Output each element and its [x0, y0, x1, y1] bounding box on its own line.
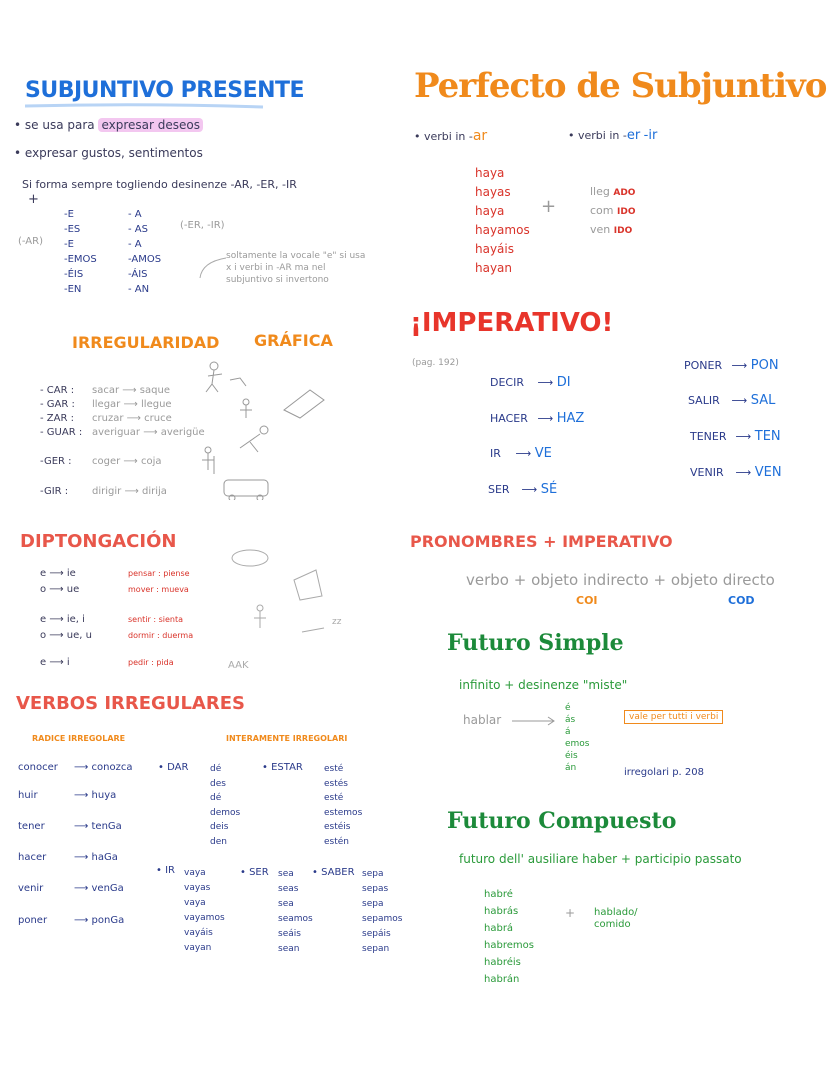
ending-item: -ÁIS [128, 269, 148, 280]
perfecto-plus: + [541, 196, 557, 217]
ending-item: -E [64, 239, 74, 250]
interamente-subtitle: INTERAMENTE IRREGOLARI [226, 734, 348, 743]
ir-list: vaya vayas vaya vayamos vayáis vayan [184, 868, 225, 953]
habre-list: habré habrás habrá habremos habréis habrán [484, 889, 534, 985]
verbos-irregulares-title: VERBOS IRREGULARES [16, 693, 245, 714]
futuro-compuesto-plus: + [565, 906, 576, 920]
radice-row: hacer ⟶ haGa [18, 852, 118, 863]
ser-label: • SER [240, 867, 269, 878]
bullet-gustos: • expresar gustos, sentimentos [14, 146, 203, 160]
coi-label: COI [576, 594, 598, 607]
ending-item: -E [64, 209, 74, 220]
dip-row: e ⟶ i pedir : pida [40, 657, 174, 668]
doodle-diptongacion [220, 540, 360, 680]
radice-row: huir ⟶ huya [18, 790, 117, 801]
bullet-deseos [14, 118, 203, 132]
dar-list: dé des dé demos deis den [210, 764, 241, 847]
saber-label: • SABER [312, 867, 355, 878]
futuro-simple-formula: infinito + desinenze "miste" [459, 678, 628, 692]
radice-row: poner ⟶ ponGa [18, 915, 125, 926]
radice-subtitle: RADICE IRREGOLARE [32, 734, 126, 743]
pronombres-formula: verbo + objeto indirecto + objeto directo [466, 571, 775, 589]
futuro-simple-title: Futuro Simple [447, 630, 624, 656]
irreg-grafica-rows [40, 384, 205, 440]
plus-sign: + [28, 192, 39, 207]
irreg-row: - ZAR : cruzar ⟶ cruce [40, 413, 172, 424]
irreg-row: - GUAR : averiguar ⟶ averigüe [40, 427, 205, 438]
radice-row: tener ⟶ tenGa [18, 821, 122, 832]
subjuntivo-presente-title: SUBJUNTIVO PRESENTE [25, 78, 305, 103]
pronombres-title: PRONOMBRES + IMPERATIVO [410, 532, 673, 551]
ending-item: -EN [64, 284, 82, 295]
dar-label: • DAR [158, 762, 189, 773]
ending-item: - A [128, 209, 142, 220]
futuro-endings: é ás á emos éis án [565, 703, 590, 773]
cod-label: COD [728, 594, 755, 607]
estar-label: • ESTAR [262, 762, 303, 773]
imp-row: DECIR ⟶ DI [490, 375, 571, 390]
note-vocale: soltamente la vocale "e" si usa x i verbi in -AR ma nel subjuntivo si invertono [226, 251, 366, 285]
ending-item: - A [128, 239, 142, 250]
irreg-row: - CAR : sacar ⟶ saque [40, 385, 170, 396]
participi-list: lleg ADO com IDO ven IDO [590, 185, 636, 236]
ending-item: - AS [128, 224, 148, 235]
label-ar: (-AR) [18, 236, 43, 247]
participio-text: hablado/ comido [594, 907, 638, 930]
vale-box: vale per tutti i verbi [624, 710, 723, 724]
rule-text: Si forma sempre togliendo desinenze -AR, -ER, -IR [22, 178, 297, 191]
arrow-icon [510, 716, 560, 726]
futuro-compuesto-title: Futuro Compuesto [447, 808, 677, 834]
endings-er-list [128, 207, 161, 297]
dip-row: o ⟶ ue, u dormir : duerma [40, 630, 194, 641]
irreg-row: -GER : coger ⟶ coja [40, 456, 162, 467]
doodle-illustrations [200, 360, 330, 500]
dip-row: e ⟶ ie pensar : piense [40, 568, 190, 579]
estar-list: esté estés esté estemos estéis estén [324, 764, 363, 847]
dip-row: e ⟶ ie, i sentir : sienta [40, 614, 184, 625]
ending-item: -AMOS [128, 254, 162, 265]
ser-list: sea seas sea seamos seáis sean [278, 869, 313, 954]
ending-item: -ES [64, 224, 81, 235]
svg-text:AAK: AAK [228, 660, 249, 671]
ir-label: • IR [156, 865, 175, 876]
haya-list: haya hayas haya hayamos hayáis hayan [475, 166, 530, 275]
radice-row: conocer ⟶ conozca [18, 762, 133, 773]
imp-row: IR ⟶ VE [490, 446, 552, 461]
imp-row: TENER ⟶ TEN [690, 429, 781, 444]
svg-text:zz: zz [332, 617, 342, 627]
ending-item: -ÉIS [64, 269, 84, 280]
imp-row: SALIR ⟶ SAL [688, 393, 776, 408]
futuro-compuesto-formula: futuro dell' ausiliare haber + participio passato [459, 852, 742, 866]
bullet-text: • se usa para [14, 118, 95, 132]
dip-row: o ⟶ ue mover : mueva [40, 584, 189, 595]
verbi-ar: • verbi in -ar [414, 128, 488, 144]
highlight-deseos: expresar deseos [98, 118, 203, 132]
saber-list: sepa sepas sepa sepamos sepáis sepan [362, 869, 403, 954]
irregolari-ref: irregolari p. 208 [624, 767, 704, 778]
grafica-title: GRÁFICA [254, 331, 333, 350]
ending-item: -EMOS [64, 254, 97, 265]
diptongacion-title: DIPTONGACIÓN [20, 531, 177, 552]
irreg-row: -GIR : dirigir ⟶ dirija [40, 486, 167, 497]
curve-arrow-icon [196, 256, 228, 280]
imp-row: SER ⟶ SÉ [488, 482, 558, 497]
hablar-verb: hablar [463, 713, 502, 727]
page-ref: (pag. 192) [412, 358, 459, 368]
imp-row: HACER ⟶ HAZ [490, 411, 585, 426]
imperativo-title: ¡IMPERATIVO! [410, 308, 614, 338]
imp-row: VENIR ⟶ VEN [690, 465, 782, 480]
title-underline [25, 103, 265, 109]
verbi-er-ir: • verbi in -er -ir [568, 128, 658, 143]
imp-row: PONER ⟶ PON [684, 358, 779, 373]
irregularidad-title: IRREGULARIDAD [72, 333, 220, 352]
perfecto-title: Perfecto de Subjuntivo [414, 66, 827, 106]
irreg-row: - GAR : llegar ⟶ llegue [40, 399, 172, 410]
radice-row: venir ⟶ venGa [18, 883, 124, 894]
ending-item: - AN [128, 284, 150, 295]
label-er-ir: (-ER, -IR) [180, 220, 225, 231]
endings-ar-list [64, 207, 97, 297]
